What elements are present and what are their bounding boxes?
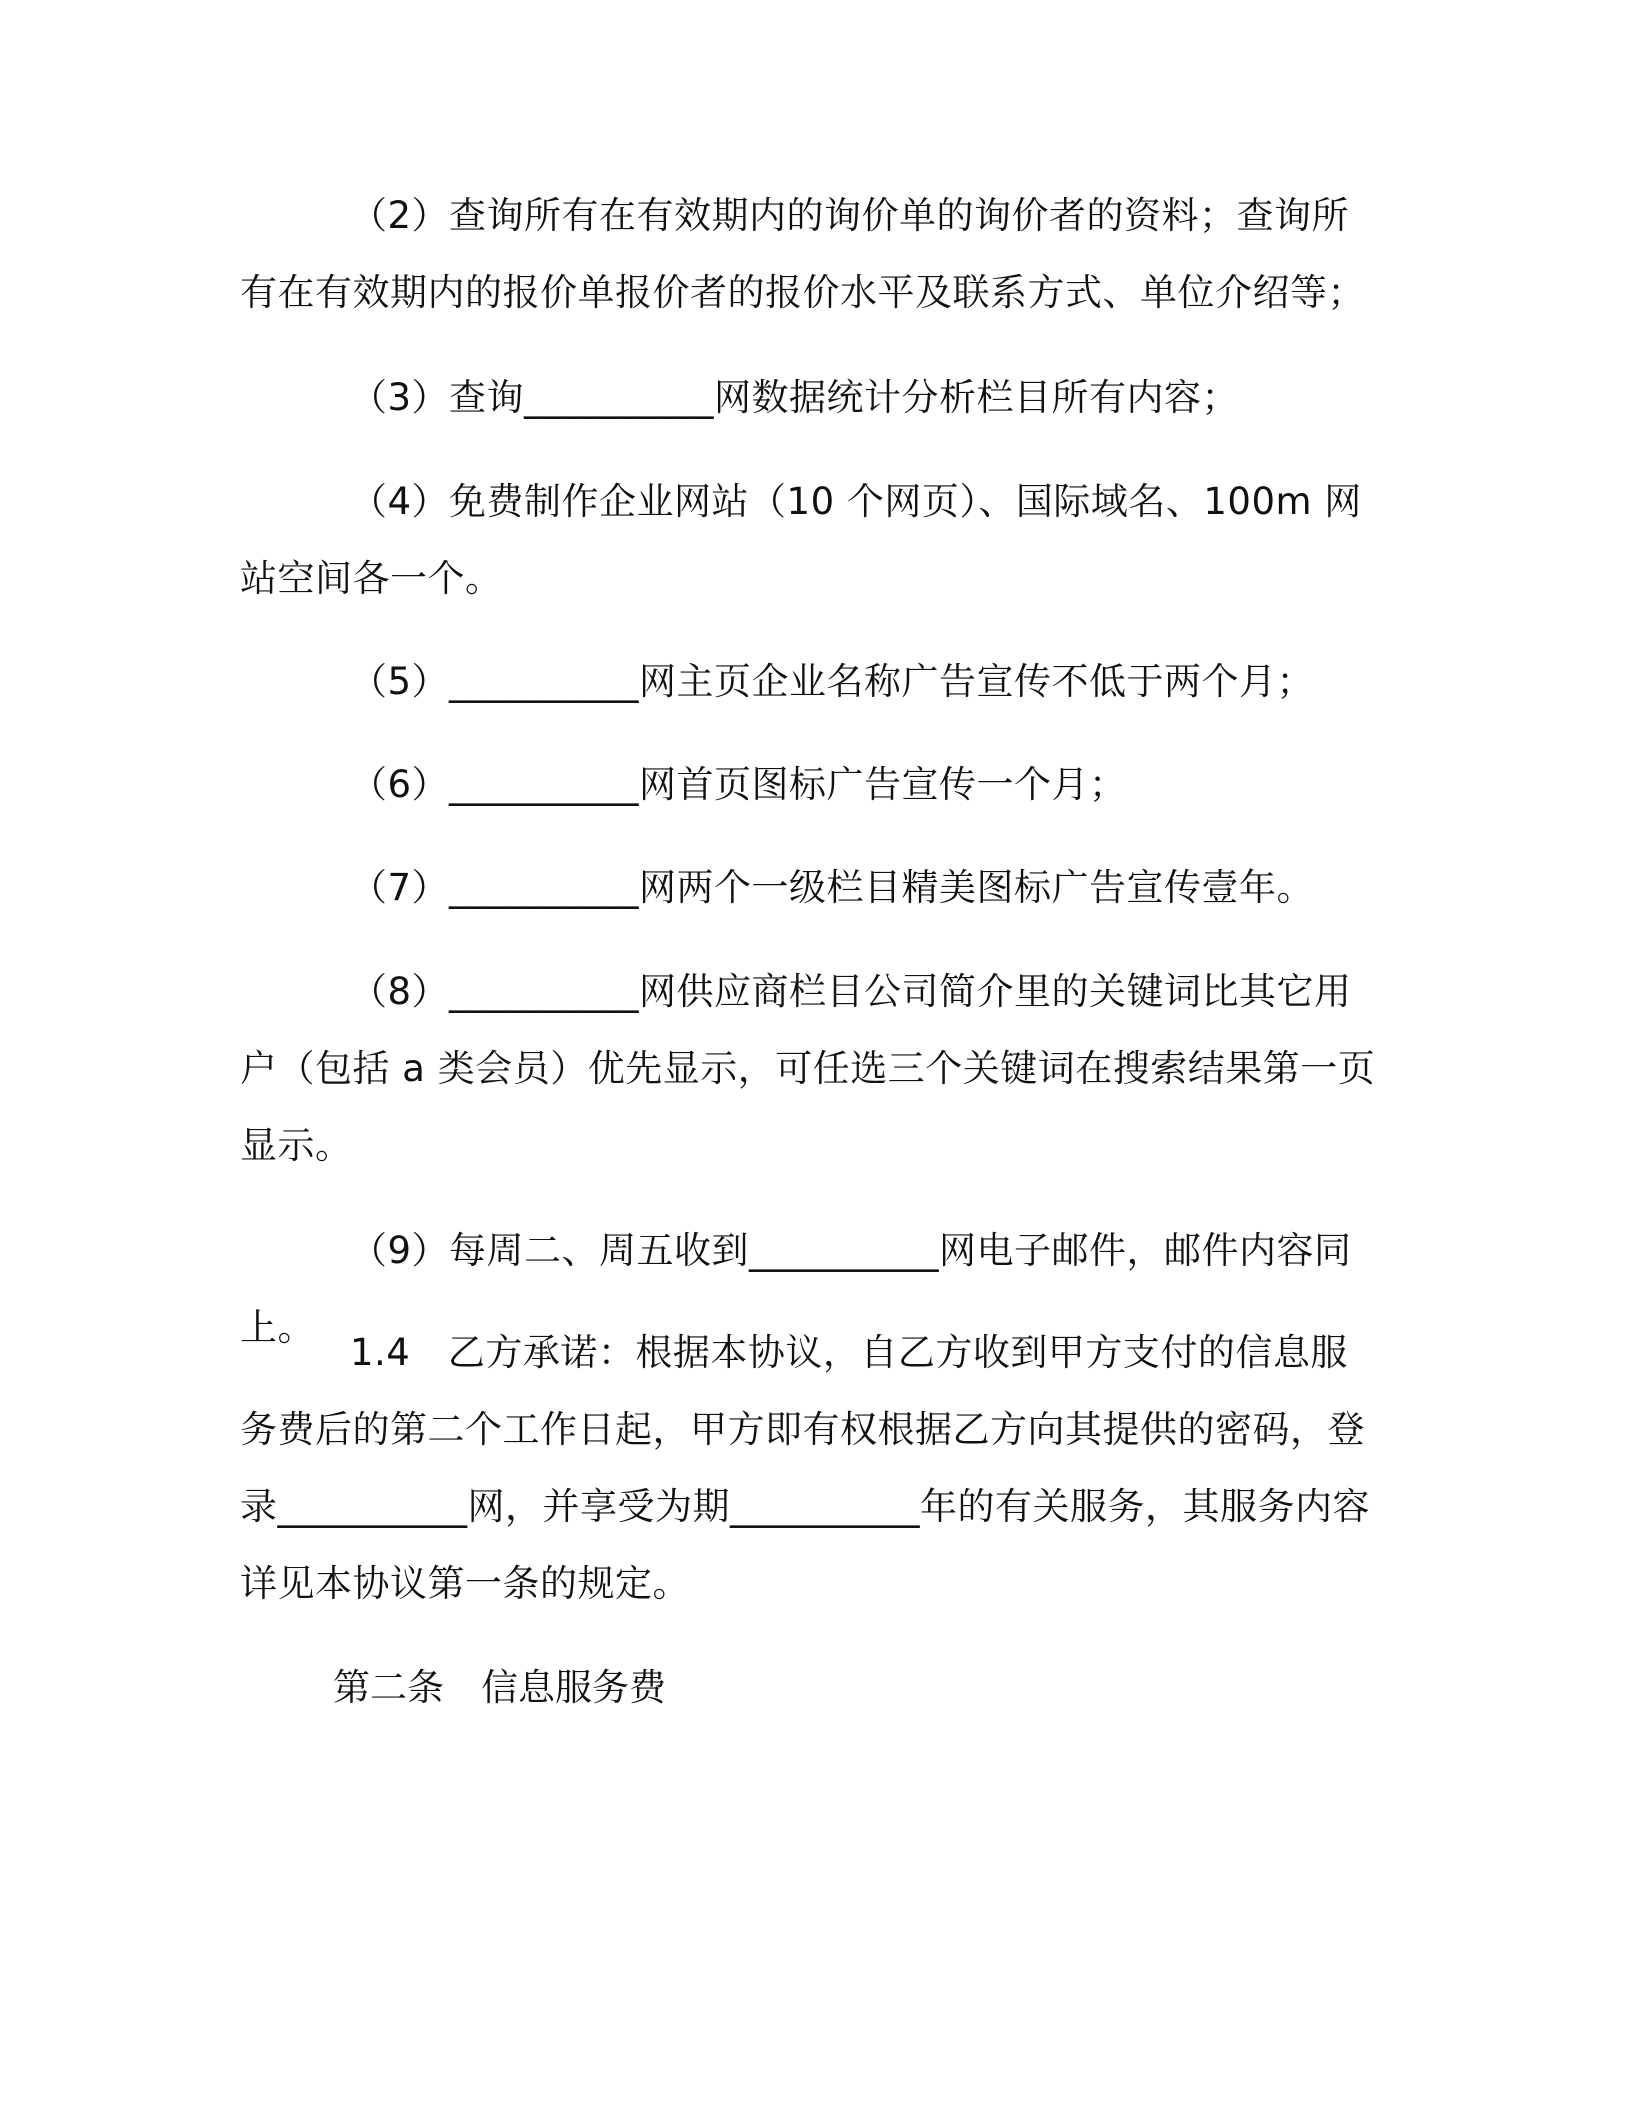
paragraph-item-5: （5）__________网主页企业名称广告宣传不低于两个月； xyxy=(350,660,1315,703)
paragraph-item-2: （2）查询所有在有效期内的询价单的询价者的资料；查询所有在有效期内的报价单报价者的报价水平及联系方式、单位介绍等； xyxy=(240,194,1365,314)
paragraph-1-4: 1.4 乙方承诺：根据本协议，自乙方收到甲方支付的信息服务费后的第二个工作日起，甲方即有权根据乙方向其提供的密码，登录__________网，并享受为期__________年的有关服务，其服务内容详见本协议第一条的规定。 xyxy=(240,1331,1370,1605)
paragraph-item-3: （3）查询__________网数据统计分析栏目所有内容； xyxy=(350,376,1240,419)
paragraph-item-8: （8）__________网供应商栏目公司简介里的关键词比其它用户（包括 a 类会员）优先显示，可任选三个关键词在搜索结果第一页显示。 xyxy=(240,970,1376,1167)
paragraph-item-9: （9）每周二、周五收到__________网电子邮件，邮件内容同上。 xyxy=(240,1229,1352,1349)
paragraph-item-6: （6）__________网首页图标广告宣传一个月； xyxy=(350,763,1127,806)
section-heading: 第二条 信息服务费 xyxy=(333,1666,666,1709)
paragraph-item-7: （7）__________网两个一级栏目精美图标广告宣传壹年。 xyxy=(350,866,1315,909)
paragraph-item-4: （4）免费制作企业网站（10 个网页）、国际域名、100m 网站空间各一个。 xyxy=(240,480,1362,600)
